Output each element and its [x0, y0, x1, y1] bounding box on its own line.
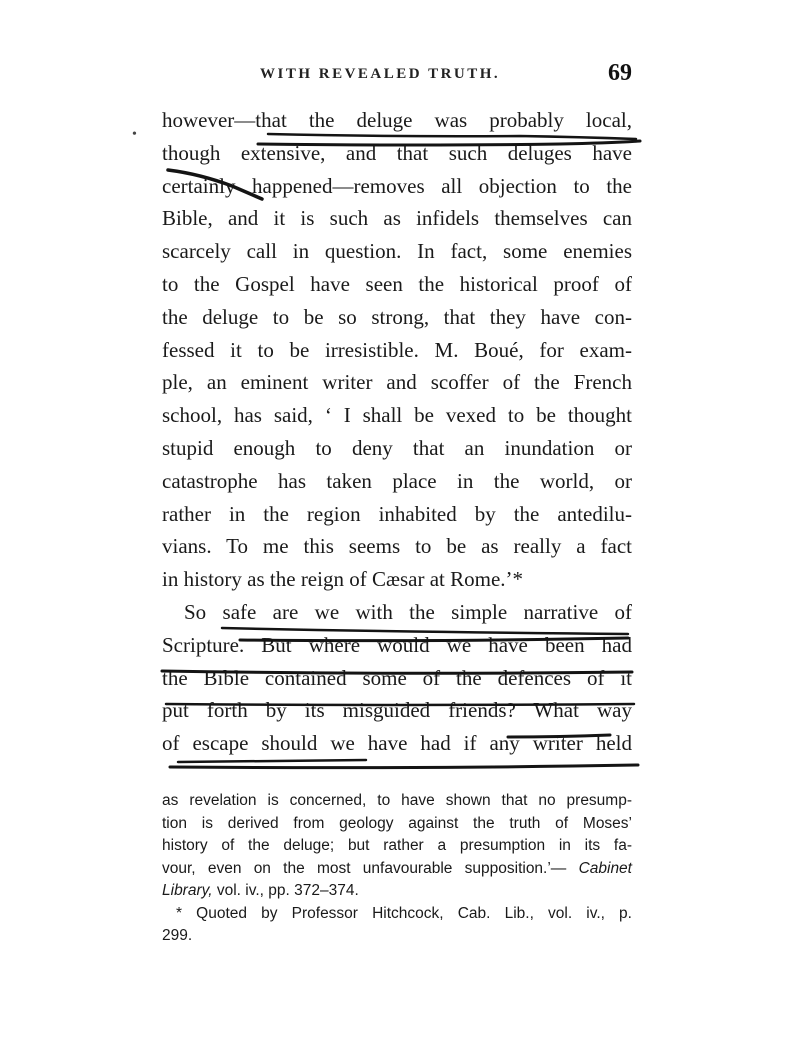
body-line: stupid enough to deny that an inundation or: [162, 435, 632, 460]
body-line: vians. To me this seems to be as really a fact: [162, 534, 632, 559]
footnote-text: vour, even on the most unfavourable supposition.’—: [162, 859, 567, 877]
body-line: in history as the reign of Cæsar at Rome.’*: [162, 567, 524, 592]
running-title: WITH REVEALED TRUTH.: [260, 66, 501, 82]
footnote-line: 299.: [162, 927, 193, 944]
body-line: though extensive, and that such deluges have: [162, 140, 632, 165]
footnote-line: history of the deluge; but rather a presumption in its fa-: [162, 837, 632, 854]
page-number: 69: [608, 60, 632, 86]
body-line: fessed it to be irresistible. M. Boué, for exam-: [162, 337, 632, 362]
stray-ink-dot: •: [132, 127, 137, 142]
footnote-italic: Library,: [162, 882, 213, 899]
body-line: school, has said, ‘ I shall be vexed to be thought: [162, 403, 632, 428]
footnote-line: as revelation is concerned, to have shown that no presump-: [162, 792, 632, 809]
body-line: Bible, and it is such as infidels themselves can: [162, 206, 632, 231]
body-line: put forth by its misguided friends? What way: [162, 698, 632, 723]
body-line: however—that the deluge was probably local,: [162, 108, 632, 132]
body-text: [162, 104, 632, 760]
body-line: scarcely call in question. In fact, some enemies: [162, 239, 632, 264]
footnotes: [162, 790, 632, 948]
body-line: rather in the region inhabited by the antedilu-: [162, 501, 632, 526]
running-head: [162, 62, 632, 94]
body-line: catastrophe has taken place in the world, or: [162, 468, 632, 493]
body-line: So safe are we with the simple narrative of: [184, 599, 632, 624]
body-line: the deluge to be so strong, that they have con-: [162, 304, 632, 329]
footnote-italic: Cabinet: [578, 859, 632, 877]
body-line: the Bible contained some of the defences of it: [162, 665, 632, 690]
footnote-line: tion is derived from geology against the truth of Moses’: [162, 814, 632, 832]
body-line: ple, an eminent writer and scoffer of the French: [162, 370, 632, 395]
underline-mark: [170, 765, 638, 768]
body-line: to the Gospel have seen the historical proof of: [162, 271, 632, 296]
body-line: certainly happened—removes all objection to the: [162, 173, 632, 198]
body-line: of escape should we have had if any writer held: [162, 731, 632, 756]
body-line: Scripture. But where would we have been had: [162, 632, 632, 657]
footnote-line: * Quoted by Professor Hitchcock, Cab. Lib., vol. iv., p.: [176, 904, 632, 922]
footnote-line: [162, 858, 632, 881]
footnote-text: vol. iv., pp. 372–374.: [216, 882, 359, 899]
strikethrough-mark: [178, 760, 366, 762]
footnote-line: [162, 880, 632, 903]
